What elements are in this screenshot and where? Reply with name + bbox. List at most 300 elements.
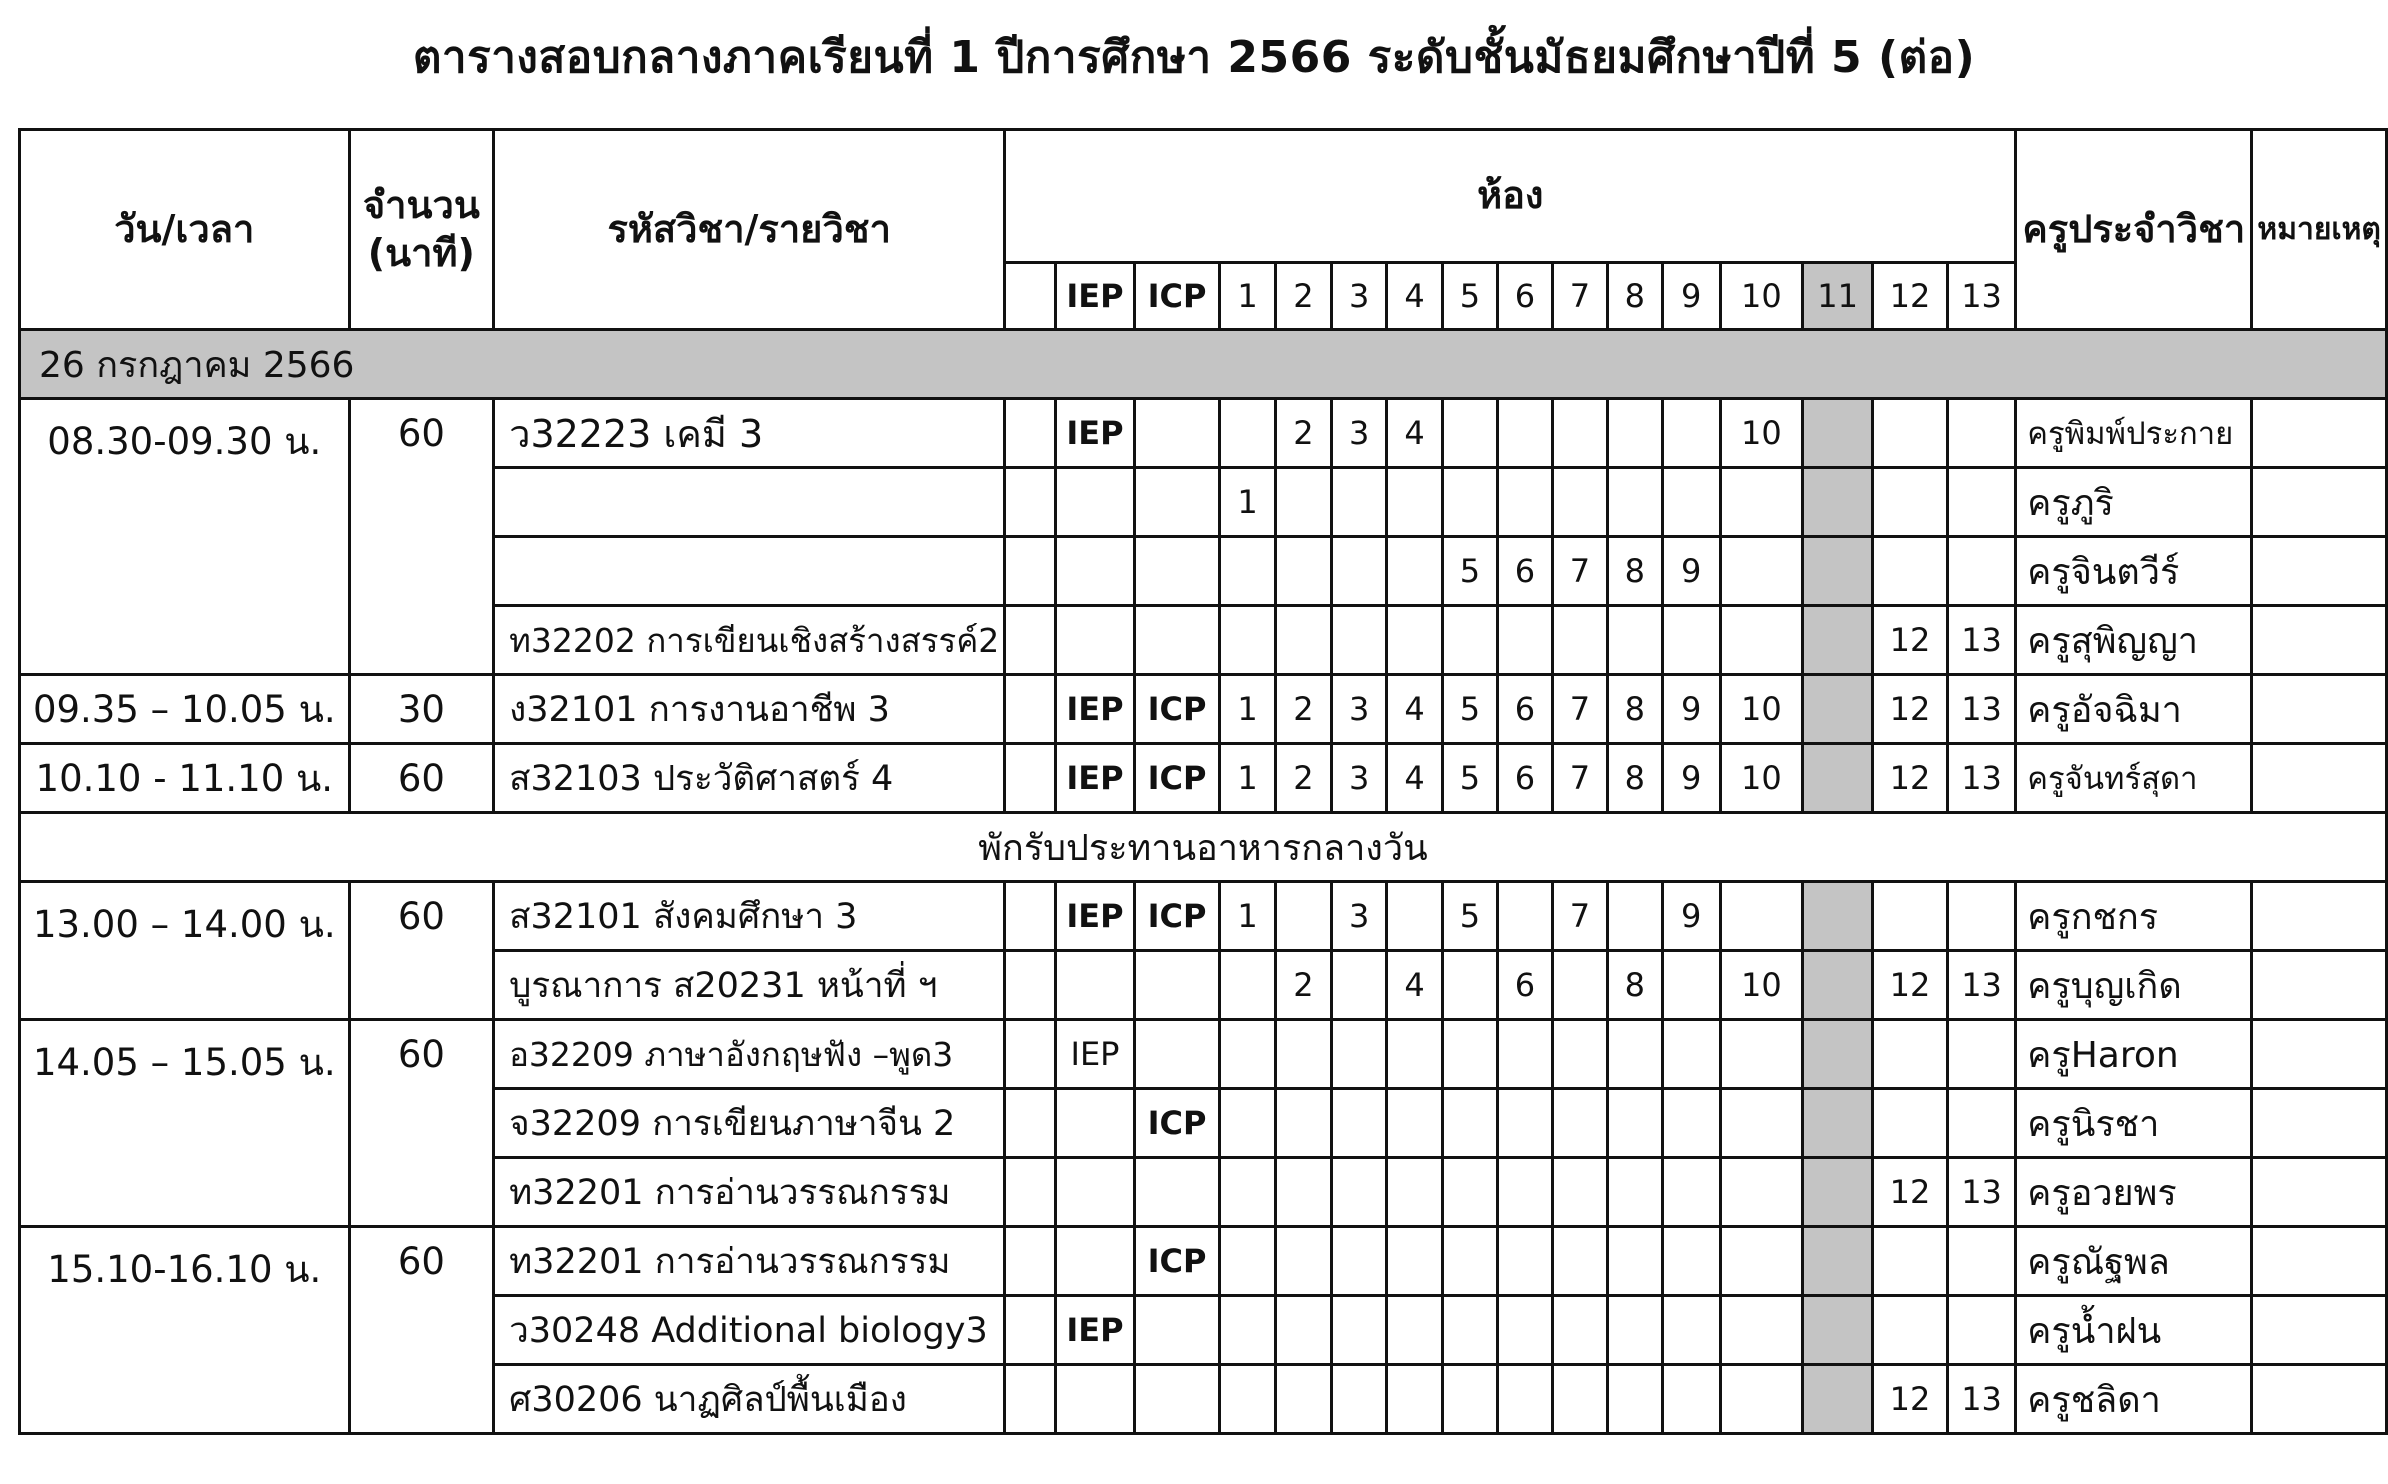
slot-duration: 60	[349, 1020, 494, 1227]
room-cell-11	[1803, 744, 1873, 813]
room-cell: 13	[1947, 1365, 2015, 1434]
note-cell	[2252, 1089, 2387, 1158]
room-cell	[1873, 537, 1948, 606]
note-cell	[2252, 1365, 2387, 1434]
teacher-cell: ครูน้ำฝน	[2016, 1296, 2252, 1365]
room-cell: 13	[1947, 675, 2015, 744]
room-cell: 1	[1220, 468, 1275, 537]
room-cell	[1220, 1020, 1275, 1089]
room-cell: 2	[1275, 951, 1331, 1020]
room-cell: 9	[1662, 675, 1720, 744]
room-cell: 5	[1442, 882, 1497, 951]
subject-cell: ง32101 การงานอาชีพ 3	[494, 675, 1005, 744]
room-cell: 3	[1332, 675, 1387, 744]
note-cell	[2252, 1227, 2387, 1296]
room-cell	[1873, 1089, 1948, 1158]
room-cell	[1220, 606, 1275, 675]
room-cell: 1	[1220, 744, 1275, 813]
room-cell	[1552, 468, 1607, 537]
room-cell	[1873, 1227, 1948, 1296]
room-cell	[1552, 1020, 1607, 1089]
room-cell	[1442, 1020, 1497, 1089]
subject-cell: ส32101 สังคมศึกษา 3	[494, 882, 1005, 951]
room-cell	[1662, 1296, 1720, 1365]
room-cell	[1332, 1020, 1387, 1089]
room-cell-iep	[1056, 951, 1134, 1020]
room-cell: 4	[1387, 399, 1442, 468]
room-cell	[1387, 606, 1442, 675]
room-cell-11	[1803, 1020, 1873, 1089]
teacher-cell: ครูชลิดา	[2016, 1365, 2252, 1434]
room-cell	[1220, 1227, 1275, 1296]
room-cell-iep: IEP	[1056, 1296, 1134, 1365]
room-cell	[1498, 1158, 1553, 1227]
room-cell-blank	[1005, 1020, 1056, 1089]
room-cell	[1498, 1227, 1553, 1296]
room-cell	[1873, 1296, 1948, 1365]
room-cell	[1552, 951, 1607, 1020]
teacher-cell: ครูบุญเกิด	[2016, 951, 2252, 1020]
room-cell	[1947, 1296, 2015, 1365]
room-cell: 10	[1720, 951, 1802, 1020]
room-header-cell: ICP	[1134, 263, 1220, 330]
room-cell	[1873, 882, 1948, 951]
note-cell	[2252, 951, 2387, 1020]
room-cell	[1947, 1020, 2015, 1089]
page-title: ตารางสอบกลางภาคเรียนที่ 1 ปีการศึกษา 2566 ระดับชั้นมัธยมศึกษาปีที่ 5 (ต่อ)	[412, 32, 1976, 83]
slot-duration: 60	[349, 1227, 494, 1434]
slot-time: 15.10-16.10 น.	[20, 1227, 350, 1434]
room-cell	[1662, 606, 1720, 675]
room-cell	[1220, 537, 1275, 606]
room-cell: 6	[1498, 675, 1553, 744]
room-cell-icp	[1134, 1158, 1220, 1227]
room-cell	[1552, 606, 1607, 675]
subject-cell	[494, 468, 1005, 537]
room-cell	[1662, 1227, 1720, 1296]
room-cell	[1387, 468, 1442, 537]
room-cell	[1947, 1089, 2015, 1158]
room-cell: 12	[1873, 744, 1948, 813]
room-cell	[1608, 399, 1663, 468]
room-header-cell: 7	[1552, 263, 1607, 330]
slot-time: 14.05 – 15.05 น.	[20, 1020, 350, 1227]
room-cell-icp: ICP	[1134, 1089, 1220, 1158]
room-cell	[1608, 1365, 1663, 1434]
room-cell	[1498, 399, 1553, 468]
room-cell: 8	[1608, 537, 1663, 606]
room-cell-11	[1803, 1227, 1873, 1296]
room-cell: 6	[1498, 951, 1553, 1020]
room-cell	[1873, 1020, 1948, 1089]
room-cell: 12	[1873, 1158, 1948, 1227]
room-cell-blank	[1005, 675, 1056, 744]
room-cell	[1442, 468, 1497, 537]
date-row	[20, 330, 2387, 399]
room-cell: 1	[1220, 882, 1275, 951]
slot-duration: 30	[349, 675, 494, 744]
room-cell	[1387, 1296, 1442, 1365]
room-cell-icp: ICP	[1134, 675, 1220, 744]
room-cell-icp	[1134, 1296, 1220, 1365]
room-cell	[1947, 399, 2015, 468]
room-cell	[1332, 1227, 1387, 1296]
room-cell-11	[1803, 606, 1873, 675]
room-cell: 8	[1608, 744, 1663, 813]
header-note: หมายเหตุ	[2252, 130, 2387, 330]
room-cell	[1220, 399, 1275, 468]
room-cell-blank	[1005, 744, 1056, 813]
room-cell	[1873, 468, 1948, 537]
note-cell	[2252, 882, 2387, 951]
room-cell: 12	[1873, 1365, 1948, 1434]
room-cell	[1662, 399, 1720, 468]
room-cell	[1720, 1020, 1802, 1089]
room-cell	[1720, 882, 1802, 951]
note-cell	[2252, 468, 2387, 537]
room-cell	[1442, 1089, 1497, 1158]
room-cell	[1220, 1365, 1275, 1434]
slot-time: 10.10 - 11.10 น.	[20, 744, 350, 813]
header-duration: จำนวน (นาที)	[349, 130, 494, 330]
room-cell	[1552, 1158, 1607, 1227]
table-row	[20, 675, 2387, 744]
lunch-row	[20, 813, 2387, 882]
room-cell: 13	[1947, 951, 2015, 1020]
subject-cell: ท32202 การเขียนเชิงสร้างสรรค์2	[494, 606, 1005, 675]
room-cell-blank	[1005, 951, 1056, 1020]
room-cell	[1332, 468, 1387, 537]
room-cell	[1720, 468, 1802, 537]
subject-cell: ท32201 การอ่านวรรณกรรม	[494, 1158, 1005, 1227]
subject-cell: ท32201 การอ่านวรรณกรรม	[494, 1227, 1005, 1296]
room-cell-blank	[1005, 399, 1056, 468]
room-header-cell: 9	[1662, 263, 1720, 330]
room-cell: 4	[1387, 744, 1442, 813]
room-cell-icp: ICP	[1134, 744, 1220, 813]
room-cell: 5	[1442, 675, 1497, 744]
room-cell	[1552, 1227, 1607, 1296]
note-cell	[2252, 744, 2387, 813]
room-cell	[1220, 1296, 1275, 1365]
room-cell	[1275, 1365, 1331, 1434]
header-datetime: วัน/เวลา	[20, 130, 350, 330]
room-cell: 5	[1442, 744, 1497, 813]
room-cell	[1275, 1296, 1331, 1365]
room-cell-blank	[1005, 1227, 1056, 1296]
room-header-cell: 3	[1332, 263, 1387, 330]
room-cell-iep: IEP	[1056, 675, 1134, 744]
room-cell	[1608, 1020, 1663, 1089]
room-cell-blank	[1005, 882, 1056, 951]
teacher-cell: ครูHaron	[2016, 1020, 2252, 1089]
room-cell: 1	[1220, 675, 1275, 744]
room-cell	[1720, 1089, 1802, 1158]
room-cell-11	[1803, 675, 1873, 744]
teacher-cell: ครูพิมพ์ประกาย	[2016, 399, 2252, 468]
teacher-cell: ครูอัจฉิมา	[2016, 675, 2252, 744]
room-cell	[1552, 1089, 1607, 1158]
teacher-cell: ครูอวยพร	[2016, 1158, 2252, 1227]
room-cell	[1720, 606, 1802, 675]
room-cell-iep: IEP	[1056, 399, 1134, 468]
room-cell	[1387, 537, 1442, 606]
room-cell	[1275, 468, 1331, 537]
subject-cell: ศ30206 นาฏศิลป์พื้นเมือง	[494, 1365, 1005, 1434]
room-cell	[1873, 399, 1948, 468]
exam-schedule-table	[18, 128, 2388, 1435]
note-cell	[2252, 1020, 2387, 1089]
room-cell	[1608, 1158, 1663, 1227]
subject-cell: อ32209 ภาษาอังกฤษฟัง –พูด3	[494, 1020, 1005, 1089]
subject-cell: ส32103 ประวัติศาสตร์ 4	[494, 744, 1005, 813]
room-cell: 6	[1498, 744, 1553, 813]
room-cell	[1720, 1227, 1802, 1296]
room-cell	[1275, 606, 1331, 675]
room-cell	[1220, 1089, 1275, 1158]
room-cell	[1275, 882, 1331, 951]
header-subject: รหัสวิชา/รายวิชา	[494, 130, 1005, 330]
room-cell-iep	[1056, 1227, 1134, 1296]
room-cell	[1947, 1227, 2015, 1296]
room-cell-icp	[1134, 1365, 1220, 1434]
room-cell	[1552, 1365, 1607, 1434]
room-cell-iep: IEP	[1056, 1020, 1134, 1089]
room-cell	[1442, 399, 1497, 468]
room-cell-iep	[1056, 606, 1134, 675]
note-cell	[2252, 537, 2387, 606]
room-cell: 4	[1387, 951, 1442, 1020]
room-cell	[1332, 1089, 1387, 1158]
room-header-cell: 13	[1947, 263, 2015, 330]
note-cell	[2252, 675, 2387, 744]
room-cell	[1442, 606, 1497, 675]
room-cell-icp	[1134, 537, 1220, 606]
room-cell	[1275, 537, 1331, 606]
room-cell	[1608, 1089, 1663, 1158]
room-cell: 5	[1442, 537, 1497, 606]
room-cell	[1720, 1158, 1802, 1227]
room-cell-11	[1803, 1365, 1873, 1434]
room-header-cell: 8	[1608, 263, 1663, 330]
teacher-cell: ครูภูริ	[2016, 468, 2252, 537]
room-cell-icp: ICP	[1134, 1227, 1220, 1296]
room-cell: 12	[1873, 675, 1948, 744]
room-cell: 12	[1873, 606, 1948, 675]
note-cell	[2252, 1296, 2387, 1365]
room-cell	[1387, 1227, 1442, 1296]
room-cell: 8	[1608, 675, 1663, 744]
room-header-cell: 1	[1220, 263, 1275, 330]
room-cell-icp	[1134, 468, 1220, 537]
room-cell: 7	[1552, 537, 1607, 606]
room-cell	[1442, 1365, 1497, 1434]
room-cell	[1332, 951, 1387, 1020]
header-teacher: ครูประจำวิชา	[2016, 130, 2252, 330]
room-cell	[1662, 468, 1720, 537]
table-row	[20, 744, 2387, 813]
room-cell	[1947, 882, 2015, 951]
room-cell	[1220, 1158, 1275, 1227]
room-cell-icp: ICP	[1134, 882, 1220, 951]
room-cell	[1387, 1020, 1442, 1089]
room-cell	[1442, 1158, 1497, 1227]
teacher-cell: ครูจันทร์สุดา	[2016, 744, 2252, 813]
table-row	[20, 882, 2387, 951]
room-cell-iep: IEP	[1056, 882, 1134, 951]
room-cell	[1275, 1227, 1331, 1296]
room-cell	[1498, 1020, 1553, 1089]
room-cell	[1662, 1020, 1720, 1089]
room-cell-iep: IEP	[1056, 744, 1134, 813]
room-cell: 3	[1332, 399, 1387, 468]
room-cell-blank	[1005, 537, 1056, 606]
slot-duration: 60	[349, 882, 494, 1020]
room-cell: 7	[1552, 882, 1607, 951]
slot-time: 08.30-09.30 น.	[20, 399, 350, 675]
room-cell	[1498, 1365, 1553, 1434]
room-cell-11	[1803, 1089, 1873, 1158]
room-cell	[1498, 606, 1553, 675]
room-cell	[1720, 537, 1802, 606]
room-cell	[1662, 1158, 1720, 1227]
room-cell: 8	[1608, 951, 1663, 1020]
room-cell	[1498, 1296, 1553, 1365]
room-header-cell: IEP	[1056, 263, 1134, 330]
room-cell: 7	[1552, 744, 1607, 813]
room-cell	[1552, 399, 1607, 468]
room-cell	[1662, 1089, 1720, 1158]
slot-time: 13.00 – 14.00 น.	[20, 882, 350, 1020]
teacher-cell: ครูกชกร	[2016, 882, 2252, 951]
slot-time: 09.35 – 10.05 น.	[20, 675, 350, 744]
room-cell	[1947, 537, 2015, 606]
room-cell: 6	[1498, 537, 1553, 606]
room-cell: 2	[1275, 744, 1331, 813]
table-row	[20, 1020, 2387, 1089]
room-cell-icp	[1134, 951, 1220, 1020]
teacher-cell: ครูจินตวีร์	[2016, 537, 2252, 606]
room-cell-iep	[1056, 468, 1134, 537]
room-cell: 3	[1332, 744, 1387, 813]
room-header-cell: 2	[1275, 263, 1331, 330]
room-cell-11	[1803, 468, 1873, 537]
room-header-cell	[1005, 263, 1056, 330]
room-cell	[1387, 882, 1442, 951]
room-cell	[1947, 468, 2015, 537]
room-cell: 2	[1275, 399, 1331, 468]
room-cell: 9	[1662, 537, 1720, 606]
teacher-cell: ครูนิรชา	[2016, 1089, 2252, 1158]
room-cell	[1608, 606, 1663, 675]
room-cell	[1662, 1365, 1720, 1434]
room-cell-icp	[1134, 606, 1220, 675]
room-cell	[1387, 1089, 1442, 1158]
subject-cell: จ32209 การเขียนภาษาจีน 2	[494, 1089, 1005, 1158]
room-cell: 12	[1873, 951, 1948, 1020]
room-cell	[1275, 1020, 1331, 1089]
room-cell-blank	[1005, 1365, 1056, 1434]
subject-cell: ว32223 เคมี 3	[494, 399, 1005, 468]
room-cell	[1332, 606, 1387, 675]
teacher-cell: ครูสุพิญญา	[2016, 606, 2252, 675]
room-cell	[1220, 951, 1275, 1020]
room-cell-11	[1803, 399, 1873, 468]
room-header-cell: 12	[1873, 263, 1948, 330]
table-row	[20, 399, 2387, 468]
note-cell	[2252, 399, 2387, 468]
room-cell	[1387, 1365, 1442, 1434]
room-header-cell: 11	[1803, 263, 1873, 330]
room-cell-11	[1803, 951, 1873, 1020]
room-cell-blank	[1005, 1296, 1056, 1365]
lunch-break: พักรับประทานอาหารกลางวัน	[20, 813, 2387, 882]
room-cell	[1332, 1158, 1387, 1227]
room-cell	[1608, 1296, 1663, 1365]
room-cell: 9	[1662, 744, 1720, 813]
room-cell-11	[1803, 537, 1873, 606]
slot-duration: 60	[349, 399, 494, 675]
room-header-cell: 4	[1387, 263, 1442, 330]
room-cell	[1608, 882, 1663, 951]
room-cell: 3	[1332, 882, 1387, 951]
note-cell	[2252, 606, 2387, 675]
teacher-cell: ครูณัฐพล	[2016, 1227, 2252, 1296]
room-cell	[1498, 882, 1553, 951]
room-cell: 7	[1552, 675, 1607, 744]
room-cell	[1387, 1158, 1442, 1227]
room-cell: 2	[1275, 675, 1331, 744]
room-cell	[1442, 1296, 1497, 1365]
room-cell	[1332, 1296, 1387, 1365]
header-room: ห้อง	[1005, 130, 2016, 263]
room-cell-iep	[1056, 1365, 1134, 1434]
room-cell: 13	[1947, 606, 2015, 675]
room-cell: 13	[1947, 744, 2015, 813]
room-cell-icp	[1134, 399, 1220, 468]
room-cell	[1332, 1365, 1387, 1434]
subject-cell	[494, 537, 1005, 606]
room-cell	[1275, 1089, 1331, 1158]
room-cell	[1720, 1296, 1802, 1365]
subject-cell: ว30248 Additional biology3	[494, 1296, 1005, 1365]
room-cell-iep	[1056, 1158, 1134, 1227]
subject-cell: บูรณาการ ส20231 หน้าที่ ฯ	[494, 951, 1005, 1020]
room-cell	[1275, 1158, 1331, 1227]
room-cell: 9	[1662, 882, 1720, 951]
room-header-cell: 5	[1442, 263, 1497, 330]
exam-date: 26 กรกฎาคม 2566	[20, 330, 2387, 399]
room-cell	[1442, 951, 1497, 1020]
room-cell	[1442, 1227, 1497, 1296]
room-cell: 10	[1720, 744, 1802, 813]
room-cell-iep	[1056, 1089, 1134, 1158]
room-cell	[1720, 1365, 1802, 1434]
room-cell	[1608, 1227, 1663, 1296]
room-cell	[1498, 468, 1553, 537]
room-cell: 4	[1387, 675, 1442, 744]
room-cell	[1332, 537, 1387, 606]
room-cell: 10	[1720, 399, 1802, 468]
room-cell-iep	[1056, 537, 1134, 606]
room-cell	[1662, 951, 1720, 1020]
room-cell-icp	[1134, 1020, 1220, 1089]
table-row	[20, 1227, 2387, 1296]
room-cell: 13	[1947, 1158, 2015, 1227]
room-cell-blank	[1005, 1089, 1056, 1158]
room-cell	[1552, 1296, 1607, 1365]
room-cell-11	[1803, 882, 1873, 951]
